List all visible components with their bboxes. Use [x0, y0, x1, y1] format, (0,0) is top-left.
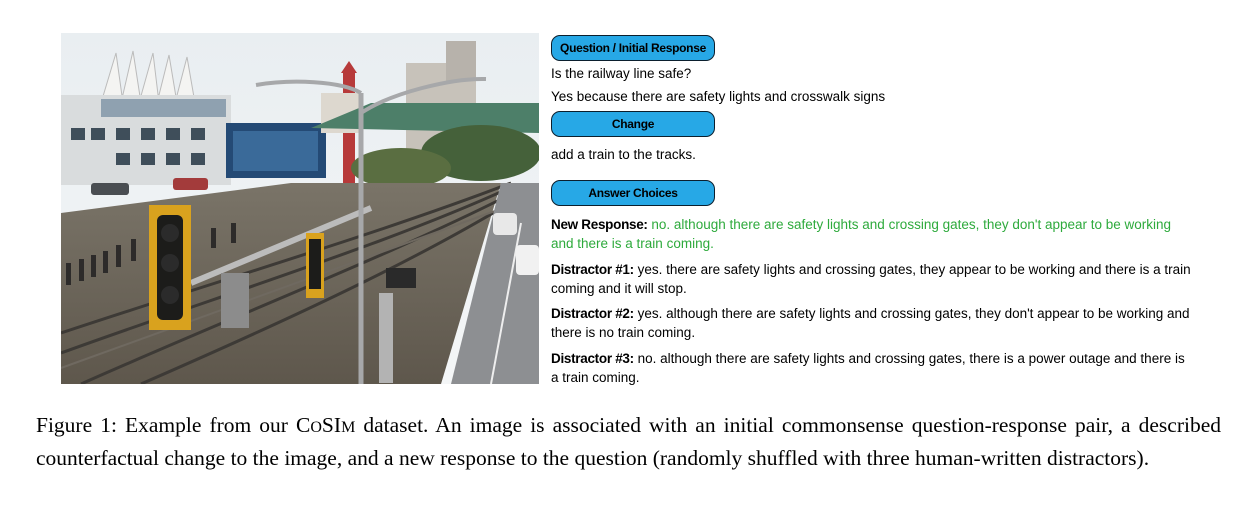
choice-text: yes. there are safety lights and crossing gates, they appear to be working and there is a train coming and it will stop. — [551, 262, 1191, 296]
choice-label: Distractor #3: — [551, 351, 634, 366]
dataset-name-i: I — [333, 413, 342, 437]
choice-label: New Response: — [551, 217, 648, 232]
choice-new-response — [551, 215, 1191, 253]
question-text: Is the railway line safe? — [551, 66, 692, 81]
figure-caption — [36, 410, 1221, 474]
caption-suffix: dataset. An image is associated with an initial commonsense question-response pair, a described counterfactual change to the image, and a new response to the question (randomly shuffled with three human-written distractors). — [36, 413, 1221, 470]
choice-distractor-2 — [551, 304, 1191, 342]
choice-label: Distractor #2: — [551, 306, 634, 321]
railway-photo — [61, 33, 539, 384]
caption-prefix: Figure 1: Example from our — [36, 413, 297, 437]
choice-text: no. although there are safety lights and crossing gates, there is a power outage and there is a train coming. — [551, 351, 1185, 385]
dataset-name-o: O — [310, 419, 322, 436]
choice-text: no. although there are safety lights and crossing gates, they don't appear to be working and there is a train coming. — [551, 217, 1172, 251]
answer-choices-pill: Answer Choices — [551, 180, 715, 206]
change-text: add a train to the tracks. — [551, 147, 696, 162]
dataset-name-c: C — [296, 413, 311, 437]
dataset-name-s: S — [321, 413, 334, 437]
question-pill: Question / Initial Response — [551, 35, 715, 61]
initial-response-text: Yes because there are safety lights and crosswalk signs — [551, 89, 886, 104]
dataset-name-m: M — [341, 419, 356, 436]
choice-text: yes. although there are safety lights and crossing gates, they don't appear to be working and there is no train coming. — [551, 306, 1190, 340]
change-pill: Change — [551, 111, 715, 137]
railway-scene-illustration — [61, 33, 539, 384]
choice-label: Distractor #1: — [551, 262, 634, 277]
choice-distractor-1 — [551, 260, 1191, 298]
choice-distractor-3 — [551, 349, 1191, 387]
